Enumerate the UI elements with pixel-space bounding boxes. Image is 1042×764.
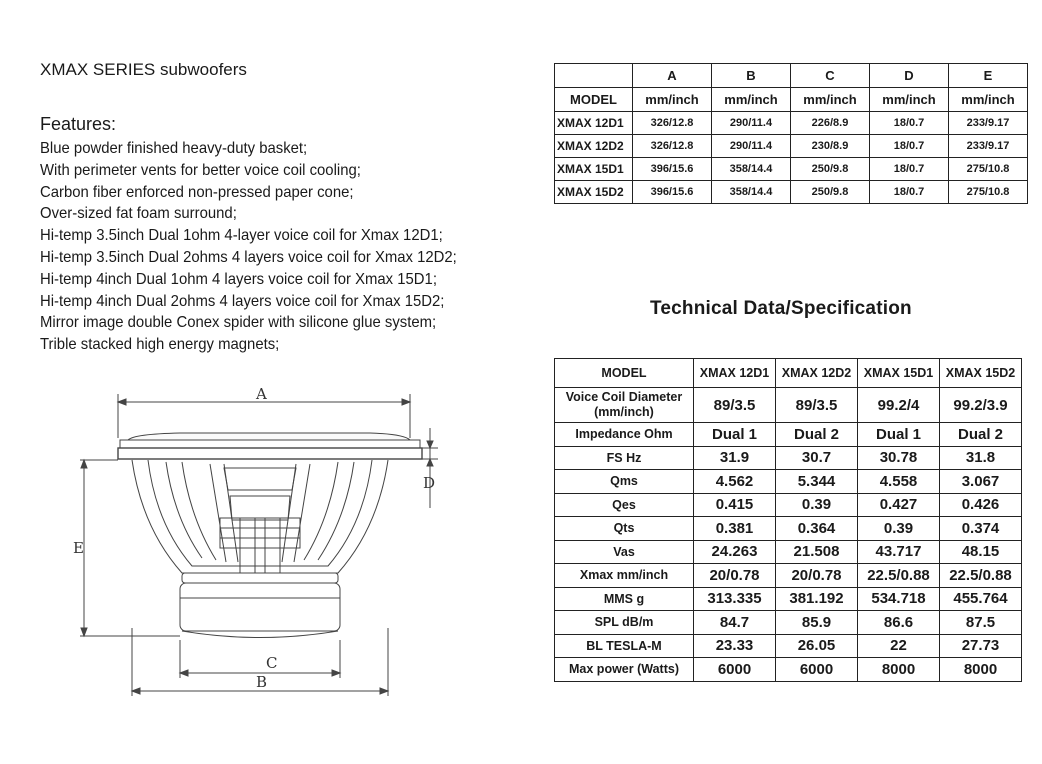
table-cell: Xmax mm/inch	[555, 564, 694, 588]
table-cell: Dual 2	[940, 423, 1022, 447]
table-cell: 396/15.6	[633, 181, 712, 204]
spec-table	[554, 358, 1022, 682]
feature-item: With perimeter vents for better voice coil cooling;	[40, 161, 361, 179]
table-cell: 226/8.9	[791, 112, 870, 135]
table-cell: 275/10.8	[949, 158, 1028, 181]
table-cell: Qes	[555, 493, 694, 517]
table-header-cell: mm/inch	[870, 88, 949, 112]
feature-item: Trible stacked high energy magnets;	[40, 336, 280, 354]
table-cell: 89/3.5	[694, 388, 776, 423]
table-row	[555, 634, 1022, 658]
table-cell: 3.067	[940, 470, 1022, 494]
table-row	[555, 564, 1022, 588]
feature-item: Hi-temp 3.5inch Dual 1ohm 4-layer voice coil for Xmax 12D1;	[40, 227, 443, 245]
table-cell: 18/0.7	[870, 135, 949, 158]
feature-item: Over-sized fat foam surround;	[40, 205, 237, 223]
table-cell: 313.335	[694, 587, 776, 611]
table-cell: 455.764	[940, 587, 1022, 611]
table-header-cell: mm/inch	[633, 88, 712, 112]
table-cell: 20/0.78	[776, 564, 858, 588]
table-cell: 0.415	[694, 493, 776, 517]
table-cell: 18/0.7	[870, 112, 949, 135]
table-cell: Vas	[555, 540, 694, 564]
table-cell: 89/3.5	[776, 388, 858, 423]
table-cell: 358/14.4	[712, 158, 791, 181]
features-list	[40, 138, 488, 356]
table-header-row	[555, 359, 1022, 388]
table-header-cell: XMAX 12D1	[694, 359, 776, 388]
table-cell: 0.39	[858, 517, 940, 541]
feature-item: Mirror image double Conex spider with silicone glue system;	[40, 314, 437, 332]
subwoofer-diagram	[70, 378, 450, 708]
feature-item: Carbon fiber enforced non-pressed paper cone;	[40, 183, 354, 201]
spec-heading: Technical Data/Specification	[650, 298, 912, 319]
table-cell: 0.426	[940, 493, 1022, 517]
document-title: XMAX SERIES subwoofers	[40, 60, 247, 79]
table-cell: Dual 1	[694, 423, 776, 447]
table-cell: 250/9.8	[791, 158, 870, 181]
table-header-cell: mm/inch	[712, 88, 791, 112]
table-cell: 233/9.17	[949, 135, 1028, 158]
dimension-label-e: E	[73, 539, 84, 557]
table-cell: 87.5	[940, 611, 1022, 635]
dimension-label-a: A	[256, 385, 267, 403]
table-cell: 250/9.8	[791, 181, 870, 204]
row-label-line: Voice Coil Diameter	[565, 390, 683, 404]
table-cell	[555, 388, 694, 423]
feature-item: Hi-temp 4inch Dual 1ohm 4 layers voice coil for Xmax 15D1;	[40, 270, 437, 288]
table-header-cell: E	[949, 64, 1028, 88]
table-header-cell: B	[712, 64, 791, 88]
table-row	[555, 493, 1022, 517]
table-cell: 396/15.6	[633, 158, 712, 181]
table-cell: 275/10.8	[949, 181, 1028, 204]
table-header-cell: mm/inch	[791, 88, 870, 112]
table-cell: 290/11.4	[712, 135, 791, 158]
feature-item: Hi-temp 3.5inch Dual 2ohms 4 layers voice coil for Xmax 12D2;	[40, 248, 457, 266]
table-cell: Dual 1	[858, 423, 940, 447]
table-cell: 23.33	[694, 634, 776, 658]
table-cell: 233/9.17	[949, 112, 1028, 135]
features-heading: Features:	[40, 114, 117, 134]
table-header-cell: mm/inch	[949, 88, 1028, 112]
table-cell: 99.2/3.9	[940, 388, 1022, 423]
table-cell: 24.263	[694, 540, 776, 564]
table-header-cell: XMAX 15D2	[940, 359, 1022, 388]
table-row	[555, 587, 1022, 611]
table-row	[555, 658, 1022, 682]
dimension-label-d: D	[423, 474, 436, 492]
table-header-cell: D	[870, 64, 949, 88]
table-cell: 0.364	[776, 517, 858, 541]
table-cell: 230/8.9	[791, 135, 870, 158]
table-row	[555, 470, 1022, 494]
table-row	[555, 388, 1022, 423]
table-cell: SPL dB/m	[555, 611, 694, 635]
table-cell: XMAX 15D1	[555, 158, 633, 181]
table-cell: 358/14.4	[712, 181, 791, 204]
table-cell: Dual 2	[776, 423, 858, 447]
table-header-cell: MODEL	[555, 359, 694, 388]
table-header-cell: XMAX 15D1	[858, 359, 940, 388]
table-cell: 22	[858, 634, 940, 658]
table-cell: MMS g	[555, 587, 694, 611]
table-row	[555, 446, 1022, 470]
table-row	[555, 181, 1028, 204]
table-cell: 6000	[694, 658, 776, 682]
table-cell: 99.2/4	[858, 388, 940, 423]
table-cell: 5.344	[776, 470, 858, 494]
table-cell: 84.7	[694, 611, 776, 635]
row-label-line: (mm/inch)	[594, 405, 654, 419]
feature-item: Blue powder finished heavy-duty basket;	[40, 140, 308, 157]
table-cell: 6000	[776, 658, 858, 682]
table-cell: XMAX 12D1	[555, 112, 633, 135]
table-cell: FS Hz	[555, 446, 694, 470]
table-header-cell: MODEL	[555, 88, 633, 112]
table-cell: 8000	[858, 658, 940, 682]
table-row	[555, 611, 1022, 635]
table-cell: 85.9	[776, 611, 858, 635]
table-cell: 31.8	[940, 446, 1022, 470]
table-header-cell: C	[791, 64, 870, 88]
table-cell: 21.508	[776, 540, 858, 564]
table-cell: BL TESLA-M	[555, 634, 694, 658]
table-cell: 4.562	[694, 470, 776, 494]
table-header-cell: A	[633, 64, 712, 88]
table-cell	[555, 64, 633, 88]
table-cell: 27.73	[940, 634, 1022, 658]
table-cell: 22.5/0.88	[940, 564, 1022, 588]
table-cell: 48.15	[940, 540, 1022, 564]
table-header-row	[555, 64, 1028, 88]
table-cell: 18/0.7	[870, 181, 949, 204]
table-header-cell: XMAX 12D2	[776, 359, 858, 388]
table-cell: 86.6	[858, 611, 940, 635]
table-cell: Qms	[555, 470, 694, 494]
table-cell: 43.717	[858, 540, 940, 564]
table-cell: 20/0.78	[694, 564, 776, 588]
table-cell: 22.5/0.88	[858, 564, 940, 588]
table-cell: 30.78	[858, 446, 940, 470]
table-cell: 0.374	[940, 517, 1022, 541]
table-row	[555, 135, 1028, 158]
table-row	[555, 540, 1022, 564]
table-cell: 31.9	[694, 446, 776, 470]
table-cell: Max power (Watts)	[555, 658, 694, 682]
table-cell: Qts	[555, 517, 694, 541]
feature-item: Hi-temp 4inch Dual 2ohms 4 layers voice coil for Xmax 15D2;	[40, 292, 445, 310]
table-cell: 534.718	[858, 587, 940, 611]
table-cell: 326/12.8	[633, 135, 712, 158]
table-header-row	[555, 88, 1028, 112]
table-cell: XMAX 15D2	[555, 181, 633, 204]
table-cell: Impedance Ohm	[555, 423, 694, 447]
dimension-label-b: B	[256, 673, 268, 691]
table-cell: 381.192	[776, 587, 858, 611]
table-cell: 4.558	[858, 470, 940, 494]
table-row	[555, 423, 1022, 447]
table-row	[555, 158, 1028, 181]
dimensions-table	[554, 63, 1028, 204]
table-cell: 0.39	[776, 493, 858, 517]
table-cell: 0.381	[694, 517, 776, 541]
table-cell: 326/12.8	[633, 112, 712, 135]
table-cell: 30.7	[776, 446, 858, 470]
table-cell: 0.427	[858, 493, 940, 517]
table-row	[555, 517, 1022, 541]
table-row	[555, 112, 1028, 135]
table-cell: 290/11.4	[712, 112, 791, 135]
dimension-label-c: C	[266, 654, 278, 672]
table-cell: 18/0.7	[870, 158, 949, 181]
table-cell: 26.05	[776, 634, 858, 658]
table-cell: 8000	[940, 658, 1022, 682]
table-cell: XMAX 12D2	[555, 135, 633, 158]
